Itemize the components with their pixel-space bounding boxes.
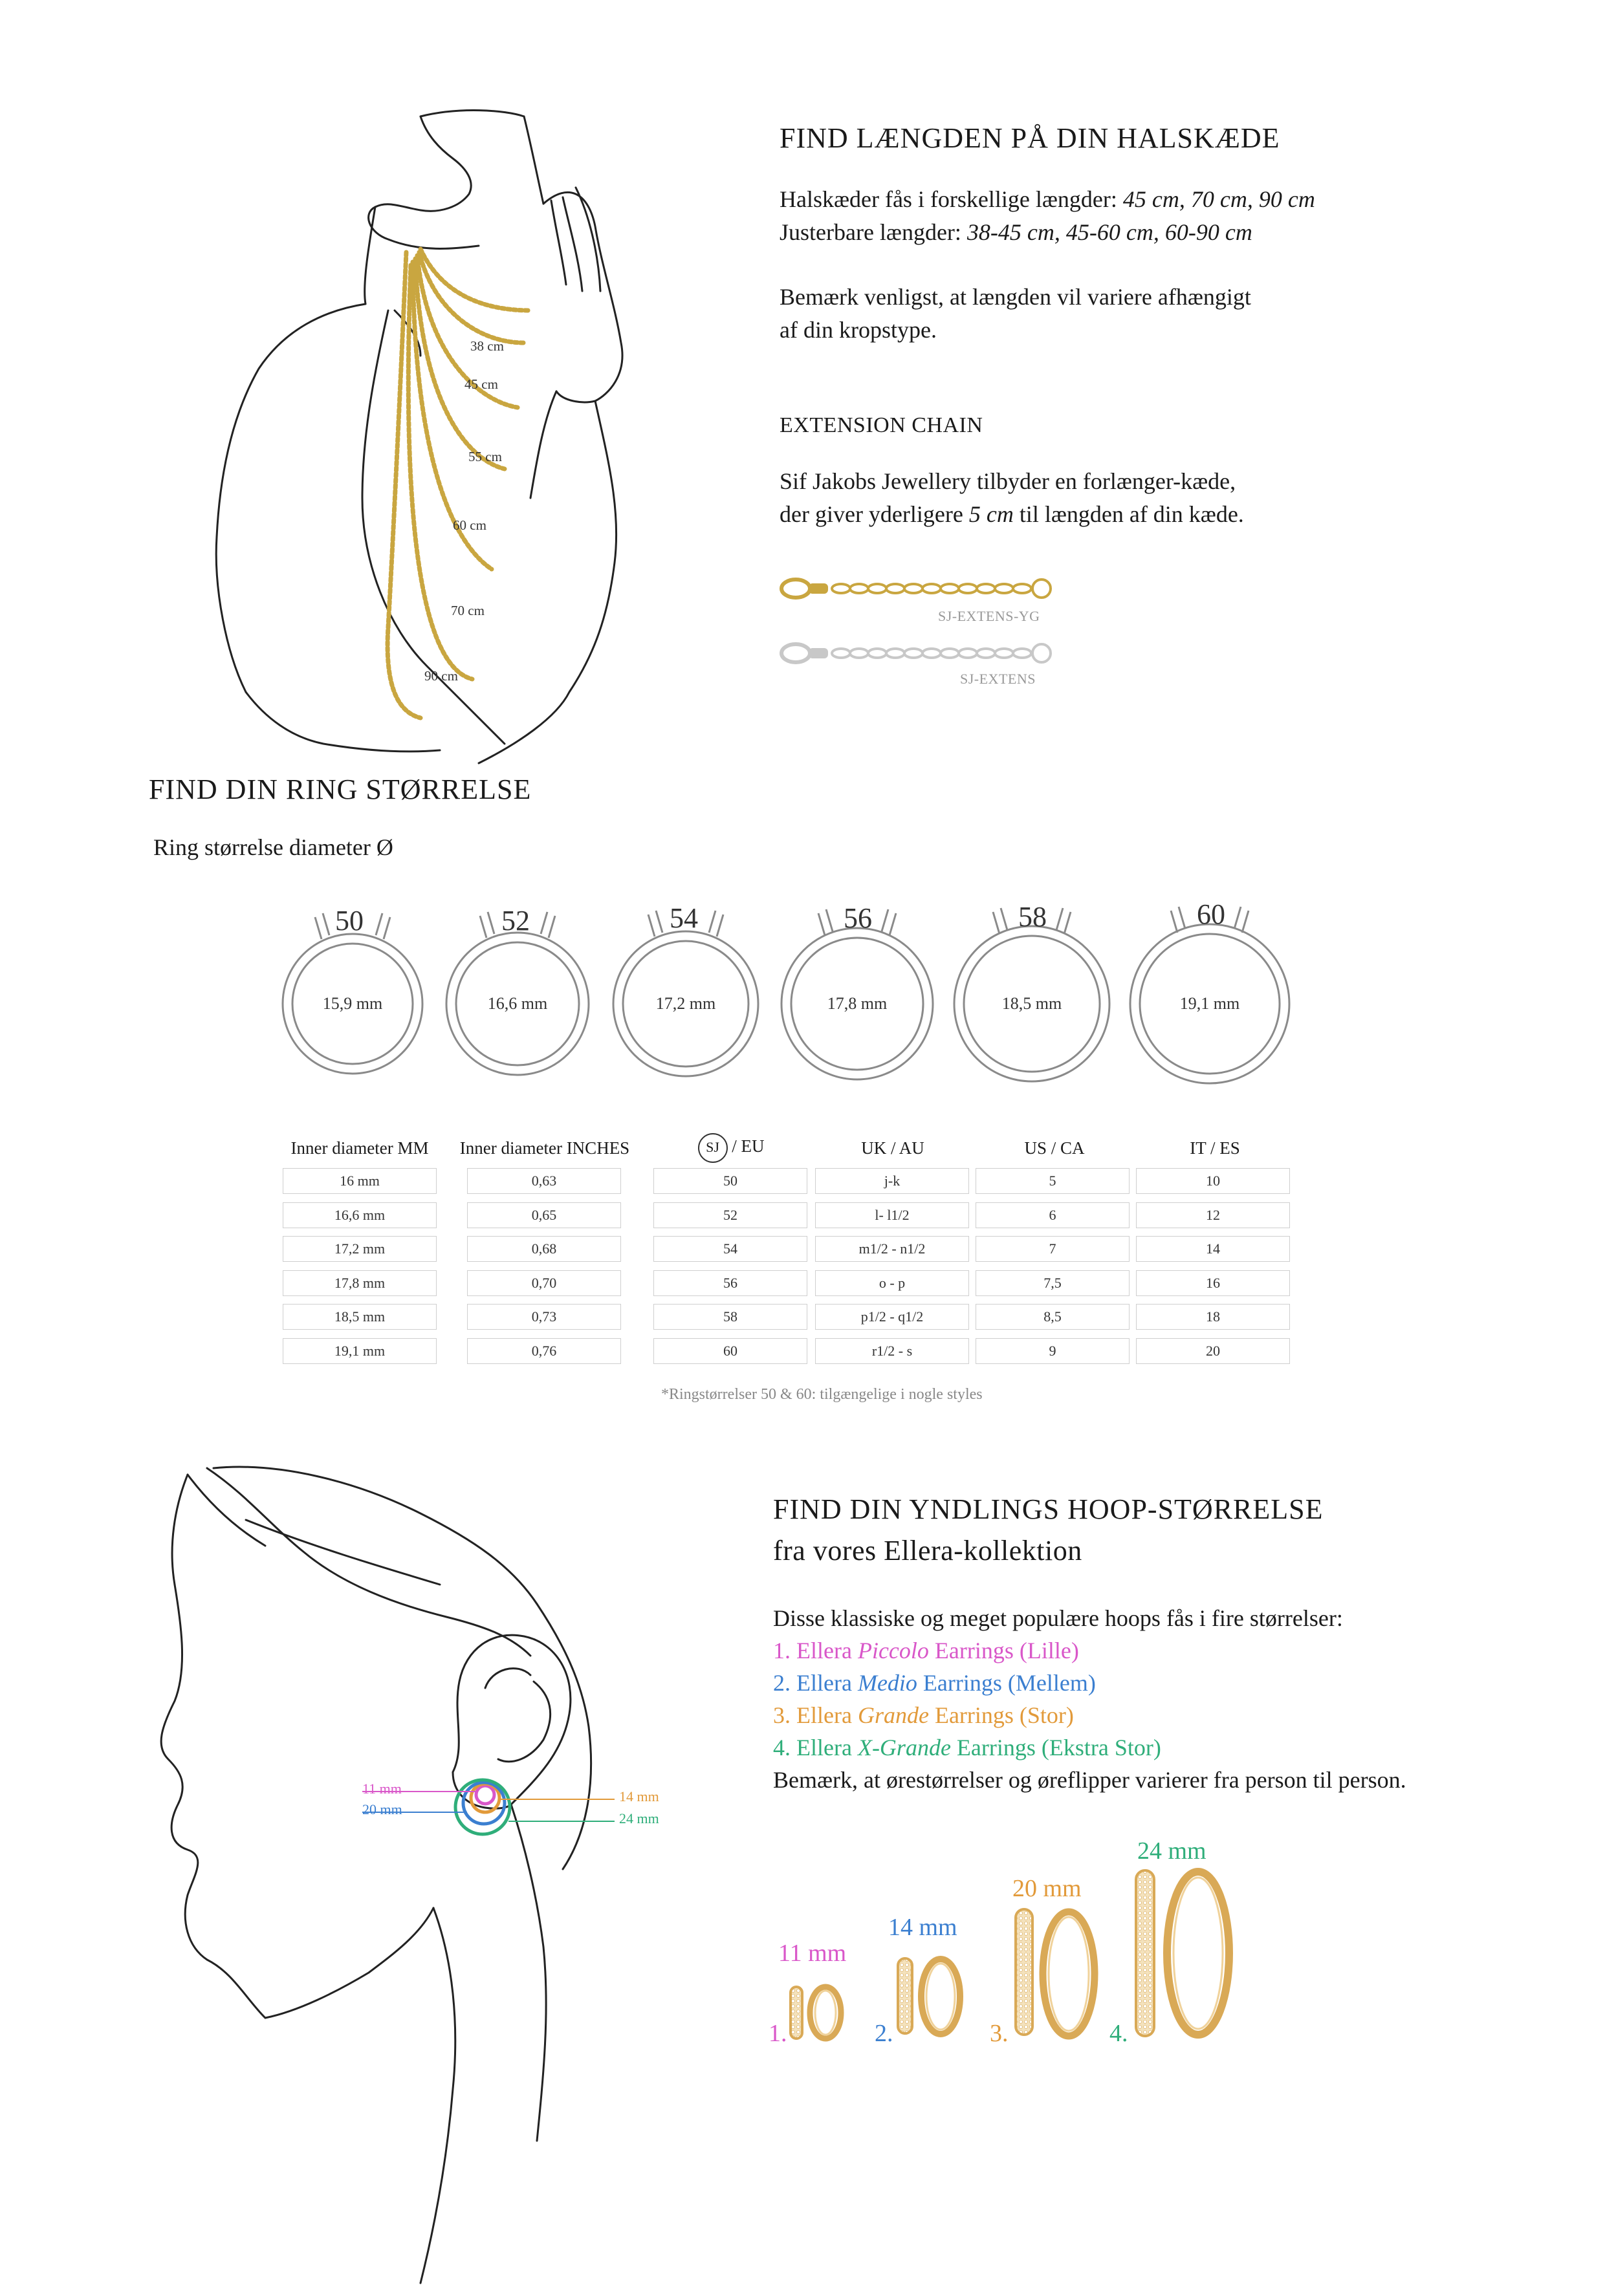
table-cell: l- l1/2 (815, 1202, 969, 1228)
hoop-title: FIND DIN YNDLINGS HOOP-STØRRELSE (773, 1493, 1324, 1525)
hoop-size-11mm: 11 mm (778, 1940, 847, 1967)
table-cell: 19,1 mm (283, 1338, 437, 1364)
hoop-intro: Disse klassiske og meget populære hoops fås i fire størrelser: (773, 1605, 1343, 1631)
hoop-num-4: 4. (1109, 2020, 1128, 2047)
table-header-inches: Inner diameter INCHES (459, 1138, 630, 1158)
chain-label-55: 55 cm (468, 449, 502, 464)
ear-label-14mm: 14 mm (619, 1788, 659, 1804)
ring-mm-60: 19,1 mm (1179, 994, 1240, 1013)
ring-subtitle: Ring størrelse diameter Ø (153, 834, 393, 860)
hoop-earrings-products (770, 1792, 1261, 2063)
ear-label-24mm: 24 mm (619, 1810, 659, 1826)
ring-size-52: 52 (501, 905, 530, 937)
table-cell: 0,73 (467, 1304, 621, 1330)
ring-footnote: *Ringstørrelser 50 & 60: tilgængelige i nogle styles (661, 1386, 983, 1403)
table-cell: 0,65 (467, 1202, 621, 1228)
table-header-eu: SJ / EU (653, 1133, 809, 1163)
ring-size-56: 56 (844, 902, 872, 934)
silver-extension-chain (776, 637, 1061, 669)
ear-label-11mm: 11 mm (362, 1781, 402, 1797)
hoop-legend-item: 4. Ellera X-Grande Earrings (Ekstra Stor) (773, 1735, 1161, 1760)
hoop-num-3: 3. (990, 2020, 1009, 2047)
table-cell: 52 (653, 1202, 807, 1228)
chain-label-45: 45 cm (464, 376, 498, 392)
hoop-size-14mm: 14 mm (888, 1914, 957, 1941)
ring-size-54: 54 (670, 902, 698, 934)
table-cell: 14 (1136, 1236, 1290, 1262)
table-cell: 16 mm (283, 1168, 437, 1194)
table-cell: 6 (976, 1202, 1130, 1228)
ring-size-50: 50 (335, 905, 364, 937)
ring-size-60: 60 (1197, 898, 1225, 930)
ring-mm-54: 17,2 mm (655, 994, 716, 1013)
chain-label-38: 38 cm (470, 338, 504, 354)
chain-label-70: 70 cm (451, 603, 485, 618)
table-cell: o - p (815, 1270, 969, 1296)
sku-silver: SJ-EXTENS (960, 671, 1036, 687)
table-cell: 50 (653, 1168, 807, 1194)
necklace-note-line2: af din kropstype. (780, 317, 937, 343)
table-header-it: IT / ES (1190, 1138, 1240, 1158)
hoop-legend-item: 3. Ellera Grande Earrings (Stor) (773, 1702, 1074, 1728)
table-cell: 54 (653, 1236, 807, 1262)
table-cell: 60 (653, 1338, 807, 1364)
table-cell: 10 (1136, 1168, 1290, 1194)
table-cell: 16,6 mm (283, 1202, 437, 1228)
table-cell: 18 (1136, 1304, 1290, 1330)
table-cell: 18,5 mm (283, 1304, 437, 1330)
sku-gold: SJ-EXTENS-YG (938, 608, 1040, 624)
hoop-note: Bemærk, at ørestørrelser og øreflipper varierer fra person til person. (773, 1767, 1406, 1793)
extension-title: EXTENSION CHAIN (780, 413, 983, 437)
gold-extension-chain (776, 572, 1061, 605)
hoop-size-24mm: 24 mm (1137, 1837, 1206, 1865)
ring-title: FIND DIN RING STØRRELSE (149, 774, 532, 805)
ring-mm-58: 18,5 mm (1001, 994, 1062, 1013)
extension-line1: Sif Jakobs Jewellery tilbyder en forlænger-kæde, (780, 468, 1236, 494)
chain-label-90: 90 cm (424, 668, 458, 684)
table-cell: 5 (976, 1168, 1130, 1194)
necklace-lengths-line: Halskæder fås i forskellige længder: 45 cm, 70 cm, 90 cm (780, 186, 1315, 212)
hoop-num-1: 1. (769, 2020, 787, 2047)
woman-neck-illustration (116, 97, 893, 821)
table-cell: m1/2 - n1/2 (815, 1236, 969, 1262)
table-cell: 56 (653, 1270, 807, 1296)
ear-label-20mm: 20 mm (362, 1801, 402, 1817)
table-cell: 0,68 (467, 1236, 621, 1262)
necklace-title: FIND LÆNGDEN PÅ DIN HALSKÆDE (780, 122, 1280, 154)
hoop-legend-item: 2. Ellera Medio Earrings (Mellem) (773, 1670, 1096, 1696)
table-cell: 0,70 (467, 1270, 621, 1296)
table-cell: p1/2 - q1/2 (815, 1304, 969, 1330)
table-cell: 20 (1136, 1338, 1290, 1364)
ring-size-58: 58 (1018, 901, 1047, 933)
table-cell: 7 (976, 1236, 1130, 1262)
table-cell: 0,63 (467, 1168, 621, 1194)
ring-mm-50: 15,9 mm (322, 994, 383, 1013)
table-cell: 0,76 (467, 1338, 621, 1364)
table-header-uk: UK / AU (861, 1138, 924, 1158)
necklace-adjustable-line: Justerbare længder: 38-45 cm, 45-60 cm, 60-90 cm (780, 219, 1252, 245)
sj-badge: SJ (698, 1133, 728, 1163)
table-cell: 12 (1136, 1202, 1290, 1228)
table-cell: r1/2 - s (815, 1338, 969, 1364)
table-header-us: US / CA (1024, 1138, 1085, 1158)
woman-ear-illustration (149, 1455, 731, 2296)
table-cell: 58 (653, 1304, 807, 1330)
ring-mm-56: 17,8 mm (827, 994, 888, 1013)
table-cell: 16 (1136, 1270, 1290, 1296)
hoop-num-2: 2. (875, 2020, 893, 2047)
hoop-legend-item: 1. Ellera Piccolo Earrings (Lille) (773, 1638, 1079, 1663)
table-cell: 7,5 (976, 1270, 1130, 1296)
hoop-subtitle: fra vores Ellera-kollektion (773, 1535, 1082, 1566)
extension-line2: der giver yderligere 5 cm til længden af din kæde. (780, 501, 1244, 527)
table-cell: 17,8 mm (283, 1270, 437, 1296)
table-cell: 9 (976, 1338, 1130, 1364)
table-cell: 17,2 mm (283, 1236, 437, 1262)
ring-mm-52: 16,6 mm (487, 994, 548, 1013)
table-cell: 8,5 (976, 1304, 1130, 1330)
table-cell: j-k (815, 1168, 969, 1194)
necklace-note-line1: Bemærk venligst, at længden vil variere afhængigt (780, 284, 1251, 310)
table-header-mm: Inner diameter MM (290, 1138, 429, 1158)
hoop-size-20mm: 20 mm (1012, 1875, 1082, 1902)
chain-label-60: 60 cm (453, 517, 486, 533)
